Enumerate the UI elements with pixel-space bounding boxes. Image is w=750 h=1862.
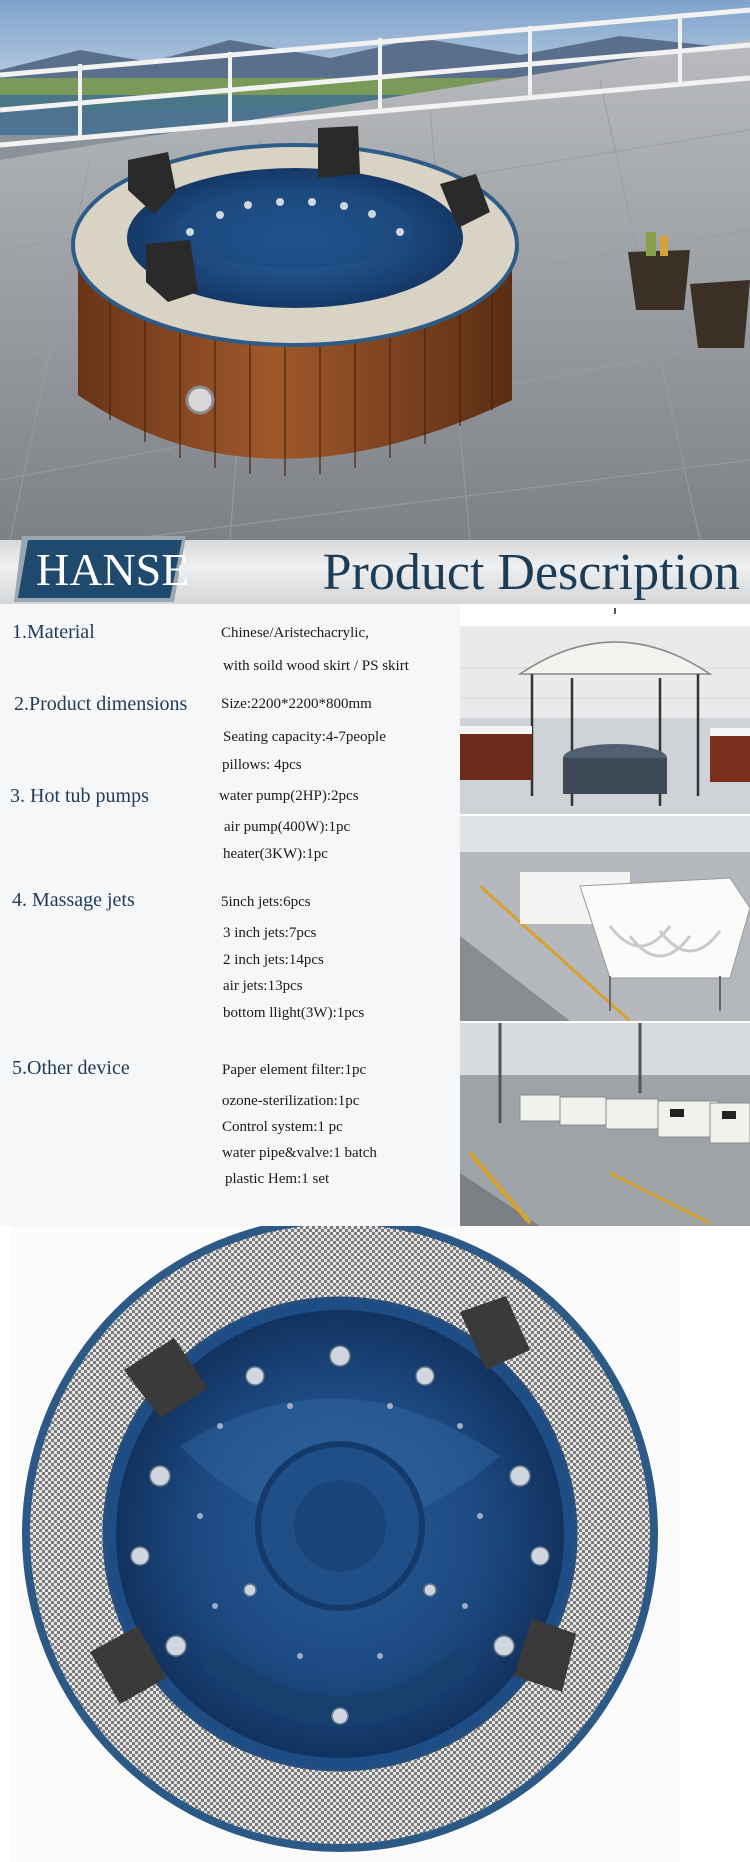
spec-line: Chinese/Aristechacrylic, (221, 625, 369, 641)
showroom-photo (460, 608, 750, 814)
brand-logo-text: HANSE (36, 544, 190, 595)
spec-line: water pump(2HP):2pcs (219, 788, 359, 804)
spec-category-dimensions: 2.Product dimensions (14, 693, 188, 715)
top-view-photo (0, 1226, 750, 1862)
spec-line: water pipe&valve:1 batch (222, 1145, 377, 1161)
spec-line: air pump(400W):1pc (224, 819, 351, 835)
spec-line: Seating capacity:4-7people (223, 729, 386, 745)
spec-line: air jets:13pcs (223, 978, 303, 994)
spec-line: Size:2200*2200*800mm (221, 696, 372, 712)
production-line-photo (460, 1023, 750, 1226)
spec-category-other: 5.Other device (12, 1057, 130, 1079)
factory-photo (460, 816, 750, 1021)
spec-line: Paper element filter:1pc (222, 1062, 367, 1078)
spec-line: Control system:1 pc (222, 1119, 343, 1135)
spec-line: pillows: 4pcs (222, 757, 302, 773)
spec-category-jets: 4. Massage jets (12, 889, 135, 911)
spec-category-pumps: 3. Hot tub pumps (10, 785, 149, 807)
spec-line: 2 inch jets:14pcs (223, 952, 324, 968)
spec-line: ozone-sterilization:1pc (222, 1093, 360, 1109)
spec-line: heater(3KW):1pc (223, 846, 328, 862)
spec-line: plastic Hem:1 set (225, 1171, 330, 1187)
spec-line: 3 inch jets:7pcs (223, 925, 317, 941)
spec-line: with soild wood skirt / PS skirt (223, 658, 409, 674)
spec-line: 5inch jets:6pcs (221, 894, 311, 910)
page-title: Product Description (322, 544, 740, 601)
hero-photo (0, 0, 750, 540)
spec-category-material: 1.Material (12, 621, 95, 643)
spec-line: bottom llight(3W):1pcs (223, 1005, 365, 1021)
